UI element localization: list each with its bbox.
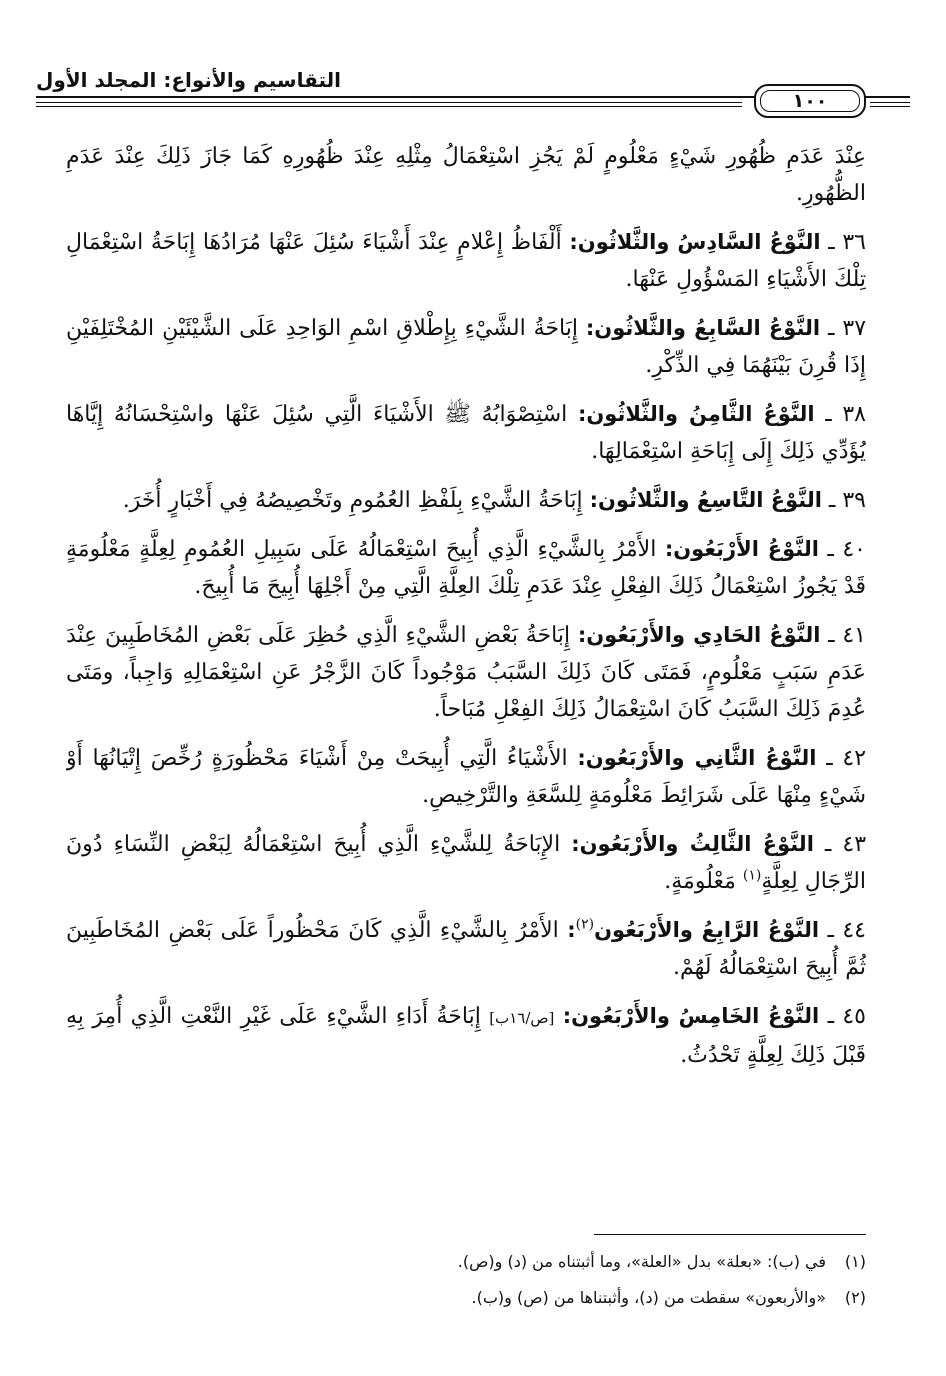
item-term: النَّوْعُ الثَّالِثُ والأَرْبَعُون: [571, 832, 814, 856]
manuscript-page-marker: [ص/١٦ب] [489, 1009, 555, 1027]
item-body: الأَشْيَاءُ الَّتِي أُبِيحَتْ مِنْ أَشْيَاءَ مَحْظُورَةٍ رُخِّصَ إِتْيَانُهَا أَوْ شَيْءٍ مِنْهَا عَلَى شَرَائِطَ مَعْلُومَةٍ لِلسَّعَةِ والتَّرْخِيصِ. [66, 746, 866, 808]
item-44: ٤٤ ـ النَّوْعُ الرَّابِعُ والأَرْبَعُون$^{(٢)}$: الأَمْرُ بِالشَّيْءِ الَّذِي كَانَ مَحْظُوراً عَلَى بَعْضِ المُخَاطَبِينَ ثُمَّ أُبِيحَ اسْتِعْمَالُهُ لَهُمْ. [66, 916, 866, 980]
page-number: ١٠٠ [760, 90, 860, 112]
item-36: ٣٦ ـ النَّوْعُ السَّادِسُ والثَّلاثُون: أَلْفَاظُ إِعْلامٍ عِنْدَ أَشْيَاءَ سُئِلَ عَنْهَا مُرَادُهَا إِبَاحَةُ اسْتِعْمَالِ تِلْكَ الأَشْيَاءِ المَسْؤُولِ عَنْهَا. [66, 230, 866, 292]
item-number: ٤٣ [842, 832, 866, 857]
item-number: ٣٧ [842, 316, 866, 341]
item-term: النَّوْعُ السَّادِسُ والثَّلاثُون: [569, 230, 821, 254]
item-38: ٣٨ ـ النَّوْعُ الثَّامِنُ والثَّلاثُون: اسْتِصْوَابُهُ ﷺ الأَشْيَاءَ الَّتِي سُئِلَ عَنْهَا واسْتِحْسَانُهُ إِيَّاهَا يُؤَدِّي ذَلِكَ إِلَى إِبَاحَةِ اسْتِعْمَالِهَا. [66, 402, 866, 464]
item-body: الأَمْرُ بِالشَّيْءِ الَّذِي كَانَ مَحْظُوراً عَلَى بَعْضِ المُخَاطَبِينَ ثُمَّ أُبِيحَ اسْتِعْمَالُهُ لَهُمْ. [66, 918, 866, 980]
header-double-rule-left [36, 102, 742, 107]
item-number: ٤١ [842, 623, 866, 648]
item-body: الأَمْرُ بِالشَّيْءِ الَّذِي أُبِيحَ اسْتِعْمَالُهُ عَلَى سَبِيلِ العُمُومِ لِعِلَّةٍ مَعْلُومَةٍ قَدْ يَجُوزُ اسْتِعْمَالُ ذَلِكَ الفِعْلِ عِنْدَ عَدَمِ تِلْكَ العِلَّةِ الَّتِي مِنْ أَجْلِهَا أُبِيحَ مَا أُبِيحَ. [66, 537, 866, 599]
item-41: ٤١ ـ النَّوْعُ الحَادِي والأَرْبَعُون: إِبَاحَةُ بَعْضِ الشَّيْءِ الَّذِي حُظِرَ عَلَى بَعْضِ المُخَاطَبِينَ عِنْدَ عَدَمِ سَبَبٍ مَعْلُومٍ، فَمَتَى كَانَ ذَلِكَ السَّبَبُ مَوْجُوداً كَانَ الزَّجْرُ عَنِ اسْتِعْمَالِهِ وَاجِباً، ومَتَى عُدِمَ ذَلِكَ السَّبَبُ كَانَ اسْتِعْمَالُ ذَلِكَ الفِعْلِ مُبَاحاً. [66, 623, 866, 722]
item-body: إِبَاحَةُ أَدَاءِ الشَّيْءِ عَلَى غَيْرِ النَّعْتِ الَّذِي أُمِرَ بِهِ قَبْلَ ذَلِكَ لِعِلَّةٍ تَحْدُثُ. [66, 1004, 866, 1068]
item-number: ٤٤ [842, 918, 866, 943]
footnote-1 [66, 1248, 866, 1276]
item-number: ٣٩ [842, 488, 866, 513]
item-term: النَّوْعُ الأَرْبَعُون: [664, 537, 819, 561]
item-body-after-note: مَعْلُومَةٍ. [664, 869, 743, 894]
footnote-separator [594, 1234, 866, 1235]
footnote-number: (٢) [844, 1288, 866, 1307]
item-term: النَّوْعُ الثَّامِنُ والثَّلاثُون: [577, 402, 815, 426]
footnote-ref-2[interactable]: (٢) [575, 916, 595, 933]
item-term: النَّوْعُ الخَامِسُ والأَرْبَعُون: [562, 1004, 820, 1028]
footnote-ref-1[interactable]: (١) [742, 867, 762, 884]
item-term: النَّوْعُ التَّاسِعُ والثَّلاثُون: [589, 488, 822, 512]
item-39: ٣٩ ـ النَّوْعُ التَّاسِعُ والثَّلاثُون: إِبَاحَةُ الشَّيْءِ بِلَفْظِ العُمُومِ وتَخْصِيصُهُ فِي أَخْبَارٍ أُخَرَ. [122, 488, 866, 513]
item-body: إِبَاحَةُ الشَّيْءِ بِإِطْلاقِ اسْمِ الوَاحِدِ عَلَى الشَّيْئَيْنِ المُخْتَلِفَيْنِ إِذَا قُرِنَ بَيْنَهُمَا فِي الذِّكْرِ. [66, 316, 866, 378]
footnote-number: (١) [844, 1252, 866, 1271]
item-number: ٤٥ [842, 1004, 866, 1029]
page-header [36, 66, 910, 118]
item-body: اسْتِصْوَابُهُ ﷺ الأَشْيَاءَ الَّتِي سُئِلَ عَنْهَا واسْتِحْسَانُهُ إِيَّاهَا يُؤَدِّي ذَلِكَ إِلَى إِبَاحَةِ اسْتِعْمَالِهَا. [66, 402, 866, 464]
running-title: التقاسيم والأنواع: المجلد الأول [36, 68, 342, 92]
item-body-before-note: الإِبَاحَةُ لِلشَّيْءِ الَّذِي أُبِيحَ اسْتِعْمَالُهُ لِبَعْضِ النِّسَاءِ دُونَ الرِّجَالِ لِعِلَّةٍ [66, 832, 866, 894]
item-number: ٣٨ [842, 402, 866, 427]
item-body: إِبَاحَةُ بَعْضِ الشَّيْءِ الَّذِي حُظِرَ عَلَى بَعْضِ المُخَاطَبِينَ عِنْدَ عَدَمِ سَبَبٍ مَعْلُومٍ، فَمَتَى كَانَ ذَلِكَ السَّبَبُ مَوْجُوداً كَانَ الزَّجْرُ عَنِ اسْتِعْمَالِهِ وَاجِباً، ومَتَى عُدِمَ ذَلِكَ السَّبَبُ كَانَ اسْتِعْمَالُ ذَلِكَ الفِعْلِ مُبَاحاً. [66, 623, 866, 722]
item-term: النَّوْعُ الحَادِي والأَرْبَعُون: [577, 623, 821, 647]
footnote-text: «والأربعون» سقطت من (د)، وأثبتناها من (ص) و(ب). [471, 1288, 826, 1307]
item-term: النَّوْعُ السَّابِعُ والثَّلاثُون: [585, 316, 821, 340]
item-number: ٣٦ [842, 230, 866, 255]
item-37: ٣٧ ـ النَّوْعُ السَّابِعُ والثَّلاثُون: إِبَاحَةُ الشَّيْءِ بِإِطْلاقِ اسْمِ الوَاحِدِ عَلَى الشَّيْئَيْنِ المُخْتَلِفَيْنِ إِذَا قُرِنَ بَيْنَهُمَا فِي الذِّكْرِ. [66, 316, 866, 378]
footnote-text: في (ب): «بعلة» بدل «العلة»، وما أثبتناه من (د) و(ص). [457, 1252, 826, 1271]
header-double-rule-right [870, 102, 910, 107]
item-45: ٤٥ ـ النَّوْعُ الخَامِسُ والأَرْبَعُون: [ص/١٦ب] إِبَاحَةُ أَدَاءِ الشَّيْءِ عَلَى غَيْرِ النَّعْتِ الَّذِي أُمِرَ بِهِ قَبْلَ ذَلِكَ لِعِلَّةٍ تَحْدُثُ. [66, 1004, 866, 1068]
item-term: النَّوْعُ الثَّانِي والأَرْبَعُون: [577, 746, 817, 770]
item-body: إِبَاحَةُ الشَّيْءِ بِلَفْظِ العُمُومِ وتَخْصِيصُهُ فِي أَخْبَارٍ أُخَرَ. [122, 488, 583, 513]
item-42: ٤٢ ـ النَّوْعُ الثَّانِي والأَرْبَعُون: الأَشْيَاءُ الَّتِي أُبِيحَتْ مِنْ أَشْيَاءَ مَحْظُورَةٍ رُخِّصَ إِتْيَانُهَا أَوْ شَيْءٍ مِنْهَا عَلَى شَرَائِطَ مَعْلُومَةٍ لِلسَّعَةِ والتَّرْخِيصِ. [66, 746, 866, 808]
item-number: ٤٢ [842, 746, 866, 771]
continuation-paragraph: عِنْدَ عَدَمِ ظُهُورِ شَيْءٍ مَعْلُومٍ لَمْ يَجُزِ اسْتِعْمَالُ مِثْلِهِ عِنْدَ ظُهُورِهِ كَمَا جَازَ ذَلِكَ عِنْدَ عَدَمِ الظُّهُورِ. [66, 144, 866, 206]
item-term: النَّوْعُ الرَّابِعُ والأَرْبَعُون [594, 918, 820, 942]
page-number-frame [754, 84, 866, 118]
footnotes [66, 1248, 866, 1338]
footnote-2 [66, 1284, 866, 1312]
item-number: ٤٠ [842, 537, 866, 562]
item-body: أَلْفَاظُ إِعْلامٍ عِنْدَ أَشْيَاءَ سُئِلَ عَنْهَا مُرَادُهَا إِبَاحَةُ اسْتِعْمَالِ تِلْكَ الأَشْيَاءِ المَسْؤُولِ عَنْهَا. [66, 230, 866, 292]
item-term-colon: : [567, 918, 576, 942]
item-43: ٤٣ ـ النَّوْعُ الثَّالِثُ والأَرْبَعُون: الإِبَاحَةُ لِلشَّيْءِ الَّذِي أُبِيحَ اسْتِعْمَالُهُ لِبَعْضِ النِّسَاءِ دُونَ الرِّجَالِ لِعِلَّةٍ$^{(١)}$ مَعْلُومَةٍ. [66, 832, 866, 894]
item-40: ٤٠ ـ النَّوْعُ الأَرْبَعُون: الأَمْرُ بِالشَّيْءِ الَّذِي أُبِيحَ اسْتِعْمَالُهُ عَلَى سَبِيلِ العُمُومِ لِعِلَّةٍ مَعْلُومَةٍ قَدْ يَجُوزُ اسْتِعْمَالُ ذَلِكَ الفِعْلِ عِنْدَ عَدَمِ تِلْكَ العِلَّةِ الَّتِي مِنْ أَجْلِهَا أُبِيحَ مَا أُبِيحَ. [66, 537, 866, 599]
main-text [66, 138, 866, 1218]
